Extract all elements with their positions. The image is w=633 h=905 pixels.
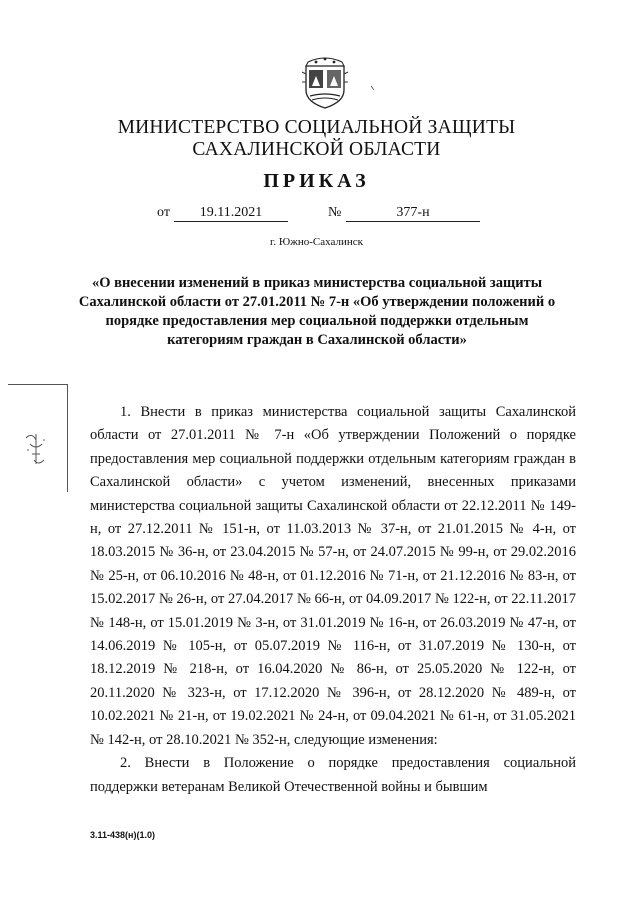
- order-heading: «О внесении изменений в приказ министерства социальной защиты Сахалинской области от 27.01.2011 № 7-н «Об утверждении положений о порядке предоставления мер социальной поддержки отдельным категориям граждан в Сахалинской области»: [78, 275, 556, 348]
- margin-bracket-top: [8, 384, 68, 385]
- paragraph-2: 2. Внести в Положение о порядке предоставления социальной поддержки ветеранам Великой Отечественной войны и бывшим: [90, 755, 576, 795]
- city-name: г. Южно-Сахалинск: [270, 236, 363, 248]
- ministry-name-line2: САХАЛИНСКОЙ ОБЛАСТИ: [192, 139, 441, 160]
- scan-mark: [371, 86, 374, 90]
- margin-signature-mark: [22, 430, 52, 470]
- date-label: от: [157, 205, 170, 220]
- order-number: 377-н: [396, 205, 430, 220]
- ministry-name-line1: МИНИСТЕРСТВО СОЦИАЛЬНОЙ ЗАЩИТЫ: [117, 117, 516, 138]
- margin-bracket-side: [67, 384, 68, 492]
- document-code: 3.11-438(н)(1.0): [90, 830, 155, 840]
- date-underline: [174, 221, 288, 222]
- number-underline: [346, 221, 480, 222]
- paragraph-1: 1. Внести в приказ министерства социальной защиты Сахалинской области от 27.01.2011 № 7-н «Об утверждении Положений о порядке предоставления мер социальной поддержки отдельным категориям граждан в Сахалинской области» с учетом изменений, внесенных приказами министерства социальной защиты Сахалинской области от 22.12.2011 № 149-н, от 27.12.2011 № 151-н, от 11.03.2013 № 37-н, от 21.01.2015 № 4-н, от 18.03.2015 № 36-н, от 23.04.2015 № 57-н, от 24.07.2015 № 99-н, от 29.02.2016 № 25-н, от 06.10.2016 № 48-н, от 01.12.2016 № 71-н, от 21.12.2016 № 83-н, от 15.02.2017 № 26-н, от 27.04.2017 № 66-н, от 04.09.2017 № 122-н, от 22.11.2017 № 148-н, от 15.01.2019 № 3-н, от 31.01.2019 № 16-н, от 26.03.2019 № 47-н, от 14.06.2019 № 105-н, от 05.07.2019 № 116-н, от 31.07.2019 № 130-н, от 18.12.2019 № 218-н, от 16.04.2020 № 86-н, от 25.05.2020 № 122-н, от 20.11.2020 № 323-н, от 17.12.2020 № 396-н, от 28.12.2020 № 489-н, от 10.02.2021 № 21-н, от 19.02.2021 № 24-н, от 09.04.2021 № 61-н, от 31.05.2021 № 142-н, от 28.10.2021 № 352-н, следующие изменения:: [90, 404, 576, 748]
- order-body: [90, 401, 576, 799]
- order-date: 19.11.2021: [199, 205, 263, 220]
- coat-of-arms-icon: [300, 52, 350, 110]
- order-title: ПРИКАЗ: [263, 170, 370, 192]
- number-label: №: [328, 205, 342, 220]
